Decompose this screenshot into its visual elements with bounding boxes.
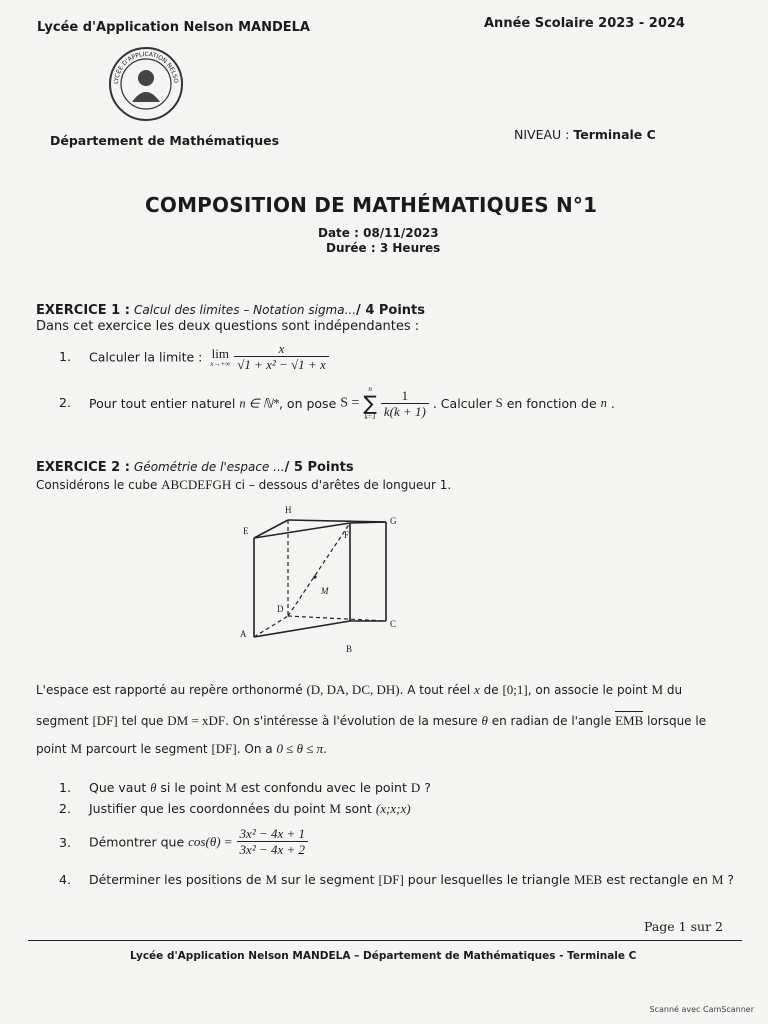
ex2-q3-fraction: [237, 826, 308, 858]
p3-DF: [DF]: [211, 741, 237, 756]
level-value: Terminale C: [573, 127, 656, 142]
edge-AB: [254, 621, 350, 637]
ex2-q1-a: Que vaut: [88, 780, 147, 795]
q2-S: S =: [340, 395, 360, 411]
level-label: NIVEAU :: [514, 127, 570, 142]
p2-theta: θ: [481, 713, 488, 728]
ex2-points: / 5 Points: [284, 460, 354, 475]
edge-FG: [350, 522, 386, 523]
footer-text: Lycée d'Application Nelson MANDELA – Département de Mathématiques - Terminale C: [130, 950, 637, 962]
ex2-q1-e: est confondu avec le point: [240, 780, 407, 795]
sum-top: n: [368, 385, 372, 393]
level: [514, 127, 656, 142]
ex1-title: EXERCICE 1 :: [36, 303, 130, 318]
scan-watermark: Scanné avec CamScanner: [649, 1005, 754, 1014]
ex2-q4-e: sur le segment: [281, 872, 375, 887]
school-name: Lycée d'Application Nelson MANDELA: [37, 20, 310, 35]
exam-duration: Durée : 3 Heures: [326, 241, 441, 255]
label-G: G: [390, 516, 397, 526]
ex2-subtitle: Géométrie de l'espace ...: [134, 460, 285, 474]
ex2-q3-a: Démontrer que: [88, 834, 185, 850]
label-A: A: [240, 629, 247, 639]
footer-rule: [28, 940, 742, 941]
label-M: M: [321, 586, 329, 596]
ex2-q4-M: M: [265, 872, 278, 887]
p1-d: , on associe le point: [527, 683, 648, 697]
p1-frame: (D, DA, DC, DH): [306, 682, 400, 697]
sum-bottom: k=1: [364, 413, 376, 421]
p3-M: M: [70, 741, 82, 756]
q1-number: 1.: [59, 348, 71, 364]
ex2-para-2: [36, 713, 706, 729]
ex2-q2-M: M: [329, 801, 341, 816]
q2-n2: n: [600, 396, 607, 410]
label-D: D: [277, 604, 284, 614]
ex2-q4-i: est rectangle en: [606, 872, 708, 887]
q2-text-c: . Calculer: [432, 396, 492, 411]
exam-date: Date : 08/11/2023: [318, 226, 439, 240]
sigma-icon: ∑: [363, 391, 377, 415]
ex2-q4-MEB: MEB: [574, 872, 603, 887]
q1-limit: [210, 347, 230, 368]
label-B: B: [346, 644, 353, 654]
ex2-q1-M: M: [225, 780, 237, 795]
ex2-q4-a: Déterminer les positions de: [88, 872, 262, 887]
label-H: H: [285, 505, 292, 515]
school-seal: [108, 46, 184, 122]
q2-text-d: en fonction de: [506, 396, 597, 411]
q1-fraction: [234, 341, 329, 373]
ex1-heading: [36, 303, 425, 318]
p3-a: point: [36, 742, 67, 756]
ex2-question-3: [59, 826, 308, 858]
ex2-q2-a: Justifier que les coordonnées du point: [88, 801, 326, 816]
seal-text: LYCÉE D'APPLICATION NELSO: [112, 50, 180, 85]
q2-text-b: , on pose: [278, 396, 337, 411]
school-year: Année Scolaire 2023 - 2024: [484, 16, 685, 31]
q1-denominator: √1 + x² − √1 + x: [234, 356, 329, 373]
q2-text-a: Pour tout entier naturel: [88, 396, 236, 411]
department: Département de Mathématiques: [50, 133, 280, 148]
ex2-q1-g: ?: [424, 780, 431, 795]
q2-S2: S: [495, 396, 503, 410]
p1-M: M: [651, 682, 663, 697]
p2-equation: DM = xDF: [167, 713, 226, 728]
q2-number: 2.: [59, 395, 71, 410]
label-F: F: [344, 530, 350, 540]
ex2-q1-c: si le point: [160, 780, 222, 795]
cube-figure: [230, 500, 410, 660]
p2-d: en radian de l'angle: [491, 714, 612, 728]
ex2-q3-number: 3.: [59, 834, 71, 850]
page-number: Page 1 sur 2: [644, 919, 723, 934]
point-M: [313, 575, 316, 578]
q1-text: Calculer la limite :: [88, 349, 203, 365]
ex2-q2-number: 2.: [59, 801, 71, 816]
q2-denominator: k(k + 1): [381, 403, 429, 420]
p1-b: . A tout réel: [399, 683, 471, 697]
ex2-q4-number: 4.: [59, 872, 71, 887]
ex2-q2-coords: (x;x;x): [375, 801, 411, 816]
ex2-cube-name: ABCDEFGH: [161, 477, 232, 492]
ex2-intro-b: ci – dessous d'arêtes de longueur 1.: [235, 478, 452, 492]
ex2-title: EXERCICE 2 :: [36, 460, 130, 475]
ex2-para-3: [36, 741, 327, 757]
school-seal-icon: [108, 46, 184, 122]
q2-fraction: [381, 388, 429, 420]
ex2-question-4: [59, 872, 734, 888]
ex2-q1-D: D: [410, 780, 421, 795]
ex2-q1-theta: θ: [150, 781, 157, 795]
ex2-q3-denominator: 3x² − 4x + 2: [237, 841, 308, 858]
q2-n: n ∈ ℕ*: [239, 396, 279, 411]
ex2-q4-k: ?: [727, 872, 735, 887]
ex1-intro: Dans cet exercice les deux questions sont indépendantes :: [36, 319, 420, 334]
ex2-q4-DF: [DF]: [378, 872, 404, 887]
p2-e: lorsque le: [647, 714, 707, 728]
sum-sign: [363, 386, 376, 421]
ex1-question-1: [59, 341, 329, 373]
ex2-q2-e: sont: [344, 801, 372, 816]
p1-c: de: [483, 683, 499, 697]
q2-end: .: [610, 396, 615, 411]
p2-DF: [DF]: [92, 713, 118, 728]
p1-x: x: [474, 682, 480, 697]
ex2-intro: [36, 477, 451, 493]
ex2-q4-g: pour lesquelles le triangle: [407, 872, 571, 887]
p1-e: du: [666, 683, 683, 697]
ex2-intro-a: Considérons le cube: [36, 478, 158, 492]
ex1-question-2: [59, 386, 615, 421]
p2-c: . On s'intéresse à l'évolution de la mesure: [225, 714, 478, 728]
p3-c: . On a: [236, 742, 273, 756]
ex2-q4-M2: M: [711, 872, 724, 887]
p1-interval: [0;1]: [502, 682, 528, 697]
ex2-question-1: [59, 780, 431, 796]
ex1-points: / 4 Points: [356, 303, 426, 318]
q2-numerator: 1: [401, 387, 409, 403]
lim-subscript: x→+∞: [210, 359, 231, 368]
ex2-question-2: [59, 801, 411, 817]
lim-operator: lim: [211, 345, 229, 361]
ex1-subtitle: Calcul des limites – Notation sigma...: [134, 303, 357, 317]
label-C: C: [390, 619, 397, 629]
ex2-q1-number: 1.: [59, 780, 71, 795]
p2-a: segment: [36, 714, 89, 728]
p3-inequality: 0 ≤ θ ≤ π: [276, 741, 324, 756]
ex2-q3-cos: cos(θ) =: [188, 834, 233, 849]
ex2-para-1: [36, 682, 682, 698]
ex2-heading: [36, 460, 354, 475]
p1-a: L'espace est rapporté au repère orthonormé: [36, 683, 303, 697]
p3-b: parcourt le segment: [85, 742, 208, 756]
p2-b: tel que: [121, 714, 164, 728]
exam-title: COMPOSITION DE MATHÉMATIQUES N°1: [145, 193, 598, 217]
p2-angle: EMB: [615, 713, 644, 728]
label-E: E: [243, 526, 249, 536]
ex2-q3-numerator: 3x² − 4x + 1: [239, 826, 306, 841]
diagonal-DF: [288, 523, 350, 616]
q1-numerator: x: [278, 341, 285, 356]
p3-end: .: [323, 742, 327, 756]
